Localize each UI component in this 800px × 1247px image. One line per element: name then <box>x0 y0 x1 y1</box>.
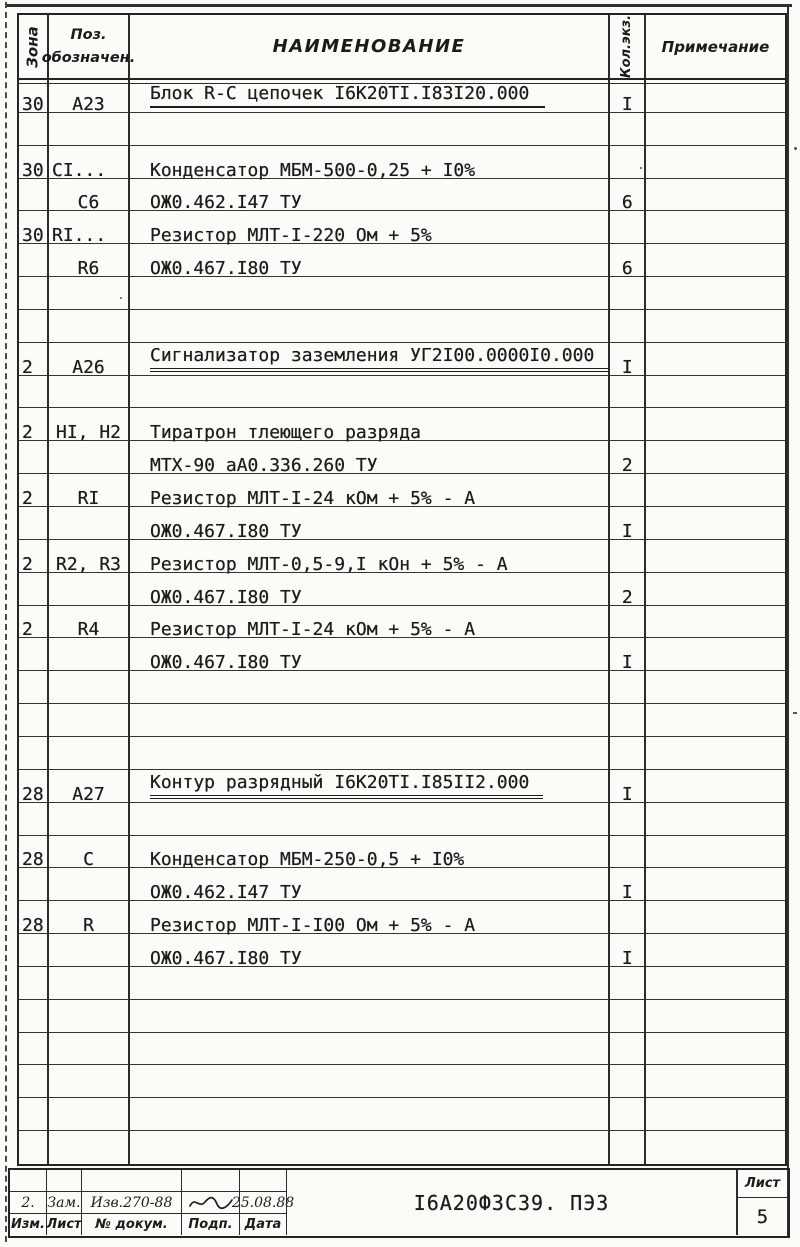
cell-qty: I <box>610 80 646 112</box>
cell-zone: 2 <box>19 540 49 572</box>
table-row <box>19 1098 785 1131</box>
table-row <box>19 737 785 770</box>
header-note <box>646 15 785 78</box>
cell-note <box>646 441 785 473</box>
cell-pos <box>49 507 130 539</box>
label-date-cell <box>240 1214 287 1235</box>
revision-empty-cell <box>240 1170 287 1192</box>
cell-name: ОЖ0.462.I47 ТУ <box>130 868 610 900</box>
header-qty <box>610 15 646 78</box>
header-pos <box>41 15 136 78</box>
cell-pos <box>49 934 130 966</box>
cell-pos <box>49 441 130 473</box>
page-frame-left <box>5 2 7 1242</box>
cell-zone: 2 <box>19 408 49 440</box>
cell-note <box>646 376 785 408</box>
cell-qty: I <box>610 868 646 900</box>
cell-name <box>130 967 610 999</box>
signature <box>188 1195 234 1211</box>
cell-note <box>646 606 785 638</box>
cell-zone: 28 <box>19 836 49 868</box>
table-header-row <box>19 15 785 80</box>
cell-qty <box>610 376 646 408</box>
sheet-label-cell <box>738 1170 787 1198</box>
cell-pos <box>49 704 130 736</box>
table-row <box>19 1000 785 1033</box>
cell-note <box>646 310 785 342</box>
cell-pos: R2, R3 <box>49 540 130 572</box>
cell-qty <box>610 737 646 769</box>
table-row <box>19 704 785 737</box>
cell-name <box>130 277 610 309</box>
header-zone-label: Зона <box>24 25 43 68</box>
table-row <box>19 606 785 639</box>
cell-qty <box>610 408 646 440</box>
scan-speck <box>794 147 797 150</box>
cell-pos: А26 <box>49 343 130 375</box>
cell-name <box>130 1098 610 1130</box>
header-pos-line1: Поз. <box>70 27 107 44</box>
page-frame-right <box>787 4 789 1238</box>
parts-table <box>17 13 787 1166</box>
cell-zone <box>19 573 49 605</box>
document-code-cell <box>287 1170 738 1235</box>
table-row <box>19 671 785 704</box>
cell-zone <box>19 868 49 900</box>
table-row <box>19 244 785 280</box>
cell-name <box>130 376 610 408</box>
cell-zone <box>19 244 49 276</box>
cell-zone <box>19 507 49 539</box>
cell-name: Контур разрядный I6К20TI.I85II2.000 <box>130 770 610 802</box>
cell-name: Резистор МЛТ-0,5-9,I кОн + 5% - А <box>130 540 610 572</box>
sheet-cell <box>738 1170 787 1235</box>
table-row <box>19 934 785 967</box>
cell-qty: 2 <box>610 573 646 605</box>
cell-qty <box>610 671 646 703</box>
table-row <box>19 901 785 937</box>
cell-qty <box>610 474 646 506</box>
cell-pos: RI <box>49 474 130 506</box>
table-row <box>19 343 785 376</box>
cell-qty <box>610 901 646 933</box>
label-podp: Подп. <box>188 1217 233 1232</box>
cell-pos <box>49 113 130 145</box>
change-date-value: 25.08.88 <box>231 1194 295 1211</box>
table-row <box>19 146 785 179</box>
cell-note <box>646 1098 785 1130</box>
cell-note <box>646 474 785 506</box>
table-body <box>19 80 785 1164</box>
cell-pos: R6 <box>49 244 130 276</box>
cell-note <box>646 277 785 309</box>
cell-zone <box>19 803 49 835</box>
cell-pos: R <box>49 901 130 933</box>
change-date-cell <box>231 1192 295 1214</box>
cell-note <box>646 80 785 112</box>
cell-name: Резистор МЛТ-I-24 кОм + 5% - А <box>130 474 610 506</box>
cell-note <box>646 1033 785 1065</box>
cell-pos <box>49 1000 130 1032</box>
cell-pos: С <box>49 836 130 868</box>
cell-note <box>646 1065 785 1097</box>
cell-name: МТХ-90 аА0.336.260 ТУ <box>130 441 610 473</box>
cell-qty: I <box>610 934 646 966</box>
cell-name: ОЖ0.467.I80 ТУ <box>130 573 610 605</box>
label-list-cell <box>47 1214 82 1235</box>
cell-pos <box>49 573 130 605</box>
cell-name: Конденсатор МБМ-500-0,25 + I0% <box>130 146 610 178</box>
cell-name: Конденсатор МБМ-250-0,5 + I0% <box>130 836 610 868</box>
cell-note <box>646 901 785 933</box>
cell-name <box>130 1131 610 1164</box>
header-name <box>130 15 610 78</box>
label-izm-cell <box>10 1214 47 1235</box>
cell-note <box>646 737 785 769</box>
cell-qty <box>610 803 646 835</box>
cell-note <box>646 507 785 539</box>
cell-zone <box>19 967 49 999</box>
table-row <box>19 1065 785 1098</box>
cell-zone: 2 <box>19 343 49 375</box>
cell-zone <box>19 1033 49 1065</box>
table-row <box>19 507 785 540</box>
cell-note <box>646 1131 785 1164</box>
cell-note <box>646 836 785 868</box>
cell-name <box>130 1000 610 1032</box>
cell-note <box>646 573 785 605</box>
cell-name: Резистор МЛТ-I-I00 Ом + 5% - А <box>130 901 610 933</box>
cell-qty: I <box>610 507 646 539</box>
table-row <box>19 540 785 573</box>
cell-zone: 30 <box>19 146 49 178</box>
cell-qty: 6 <box>610 179 646 211</box>
cell-zone <box>19 179 49 211</box>
sheet-number-cell <box>738 1198 787 1235</box>
table-row <box>19 179 785 212</box>
cell-pos: С6 <box>49 179 130 211</box>
cell-name <box>130 803 610 835</box>
cell-pos: CI... <box>49 146 130 178</box>
cell-name: Тиратрон тлеющего разряда <box>130 408 610 440</box>
scan-speck <box>793 712 797 714</box>
cell-pos: А27 <box>49 770 130 802</box>
sheet-label: Лист <box>744 1176 781 1191</box>
table-row <box>19 441 785 477</box>
cell-pos <box>49 803 130 835</box>
sheet-number: 5 <box>756 1205 769 1228</box>
cell-qty: I <box>610 770 646 802</box>
label-doc-cell <box>82 1214 182 1235</box>
cell-qty: 2 <box>610 441 646 473</box>
cell-qty <box>610 540 646 572</box>
cell-name <box>130 704 610 736</box>
cell-pos <box>49 1065 130 1097</box>
table-row <box>19 408 785 444</box>
table-row <box>19 836 785 869</box>
cell-qty <box>610 277 646 309</box>
cell-qty: I <box>610 638 646 670</box>
table-row <box>19 803 785 836</box>
cell-qty <box>610 211 646 243</box>
cell-name <box>130 671 610 703</box>
table-row <box>19 113 785 146</box>
cell-qty <box>610 1033 646 1065</box>
cell-note <box>646 704 785 736</box>
table-row <box>19 211 785 247</box>
cell-zone <box>19 934 49 966</box>
header-pos-line2: обозначен. <box>41 49 136 66</box>
cell-zone <box>19 1131 49 1164</box>
cell-name: ОЖ0.467.I80 ТУ <box>130 934 610 966</box>
cell-pos <box>49 277 130 309</box>
cell-qty <box>610 1065 646 1097</box>
cell-qty: I <box>610 343 646 375</box>
cell-qty <box>610 1098 646 1130</box>
page-frame-top <box>6 4 792 7</box>
cell-note <box>646 967 785 999</box>
cell-note <box>646 934 785 966</box>
label-podp-cell <box>182 1214 240 1235</box>
table-row <box>19 573 785 606</box>
cell-qty: 6 <box>610 244 646 276</box>
cell-zone <box>19 1098 49 1130</box>
cell-name: ОЖ0.467.I80 ТУ <box>130 638 610 670</box>
revision-empty-cell <box>47 1170 82 1192</box>
cell-zone <box>19 113 49 145</box>
cell-qty <box>610 704 646 736</box>
cell-qty <box>610 1131 646 1164</box>
cell-zone: 30 <box>19 211 49 243</box>
cell-zone: 28 <box>19 770 49 802</box>
cell-name: ОЖ0.467.I80 ТУ <box>130 244 610 276</box>
cell-pos: А23 <box>49 80 130 112</box>
cell-pos <box>49 868 130 900</box>
cell-name <box>130 113 610 145</box>
table-row <box>19 474 785 510</box>
cell-note <box>646 343 785 375</box>
cell-zone <box>19 704 49 736</box>
cell-qty <box>610 310 646 342</box>
change-doc-cell <box>82 1192 182 1214</box>
cell-name <box>130 1033 610 1065</box>
cell-zone: 2 <box>19 474 49 506</box>
document-code: I6А20Ф3С39. ПЭ3 <box>413 1190 610 1215</box>
cell-name <box>130 737 610 769</box>
cell-note <box>646 244 785 276</box>
table-row <box>19 967 785 1000</box>
cell-name <box>130 310 610 342</box>
header-name-label: НАИМЕНОВАНИЕ <box>272 36 466 57</box>
change-izm-cell <box>10 1192 47 1214</box>
cell-pos <box>49 1131 130 1164</box>
cell-zone <box>19 441 49 473</box>
scan-speck <box>640 167 642 169</box>
table-row <box>19 868 785 904</box>
label-list: Лист <box>46 1217 82 1232</box>
cell-zone <box>19 310 49 342</box>
cell-name <box>130 1065 610 1097</box>
label-izm: Изм. <box>11 1217 45 1232</box>
cell-pos <box>49 1098 130 1130</box>
change-izm-value: 2. <box>21 1194 35 1211</box>
cell-qty <box>610 606 646 638</box>
cell-pos <box>49 967 130 999</box>
cell-pos: R4 <box>49 606 130 638</box>
cell-pos: RI... <box>49 211 130 243</box>
cell-zone: 30 <box>19 80 49 112</box>
scan-speck <box>120 297 122 299</box>
table-row <box>19 80 785 113</box>
cell-name: ОЖ0.462.I47 ТУ <box>130 179 610 211</box>
cell-note <box>646 113 785 145</box>
cell-qty <box>610 836 646 868</box>
cell-note <box>646 671 785 703</box>
title-block <box>8 1168 790 1238</box>
cell-zone <box>19 737 49 769</box>
cell-qty <box>610 1000 646 1032</box>
table-row <box>19 310 785 343</box>
table-row <box>19 638 785 674</box>
cell-name: Сигнализатор заземления УГ2I00.0000I0.000 <box>130 343 610 375</box>
cell-note <box>646 868 785 900</box>
table-row <box>19 277 785 310</box>
cell-pos <box>49 310 130 342</box>
header-qty-label: Кол.экз. <box>619 14 635 79</box>
cell-zone <box>19 1000 49 1032</box>
change-list-value: Зам. <box>47 1194 81 1211</box>
revision-empty-cell <box>82 1170 182 1192</box>
cell-note <box>646 770 785 802</box>
cell-name: Блок R-С цепочек I6К20TI.I83I20.000 <box>130 80 610 112</box>
cell-zone: 2 <box>19 606 49 638</box>
cell-qty <box>610 967 646 999</box>
cell-zone <box>19 1065 49 1097</box>
label-date: Дата <box>244 1217 282 1232</box>
label-doc: № докум. <box>95 1217 168 1232</box>
cell-pos <box>49 737 130 769</box>
table-row <box>19 1131 785 1164</box>
cell-note <box>646 1000 785 1032</box>
table-row <box>19 1033 785 1066</box>
cell-zone: 28 <box>19 901 49 933</box>
cell-pos <box>49 671 130 703</box>
cell-pos <box>49 638 130 670</box>
cell-pos: НI, Н2 <box>49 408 130 440</box>
cell-note <box>646 211 785 243</box>
header-note-label: Примечание <box>661 37 770 56</box>
cell-name: Резистор МЛТ-I-24 кОм + 5% - А <box>130 606 610 638</box>
change-doc-value: Изв.270-88 <box>90 1194 173 1211</box>
cell-note <box>646 179 785 211</box>
cell-zone <box>19 376 49 408</box>
table-row <box>19 376 785 409</box>
cell-note <box>646 638 785 670</box>
cell-note <box>646 803 785 835</box>
cell-pos <box>49 1033 130 1065</box>
title-block-revision-grid <box>10 1170 295 1235</box>
cell-note <box>646 146 785 178</box>
cell-qty <box>610 146 646 178</box>
cell-zone <box>19 638 49 670</box>
table-row <box>19 770 785 803</box>
change-list-cell <box>47 1192 82 1214</box>
cell-note <box>646 408 785 440</box>
cell-name: Резистор МЛТ-I-220 Ом + 5% <box>130 211 610 243</box>
revision-empty-cell <box>10 1170 47 1192</box>
cell-name: ОЖ0.467.I80 ТУ <box>130 507 610 539</box>
cell-qty <box>610 113 646 145</box>
cell-note <box>646 540 785 572</box>
cell-pos <box>49 376 130 408</box>
cell-zone <box>19 671 49 703</box>
revision-empty-cell <box>182 1170 240 1192</box>
cell-zone <box>19 277 49 309</box>
